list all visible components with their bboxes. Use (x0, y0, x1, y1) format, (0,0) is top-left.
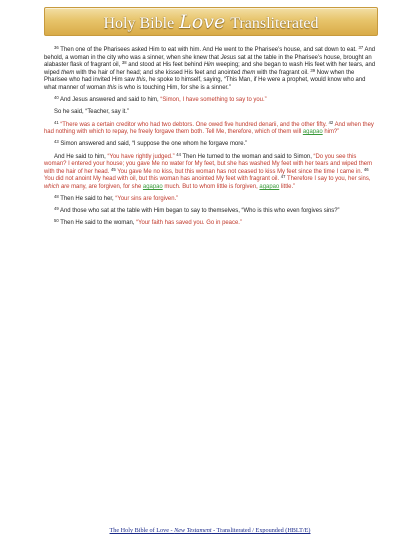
banner-title-transliterated: Transliterated (230, 14, 319, 32)
verse-number-44: 44 (176, 151, 181, 157)
verse-50-words-of-jesus: “Your faith has saved you. Go in peace.” (136, 220, 242, 227)
verse-47-italic: which are (44, 183, 70, 190)
verse-42: And when they had nothing with which to repay, he freely forgave them both. Tell Me, therefore, which of them will (44, 121, 374, 136)
paragraph-43 (44, 141, 378, 149)
verse-38-cont-2: with the hair of her head; and she kissed His feet and anointed (74, 69, 243, 76)
paragraph-43-47 (44, 151, 378, 192)
banner-title-holy-bible: Holy Bible (103, 14, 175, 32)
verse-38-italic-3: them (242, 69, 256, 76)
paragraph-48 (44, 196, 378, 204)
verse-38-italic-2: them (61, 69, 75, 76)
verse-38-cont-1: weeping; and she began to wash His feet with her tears, and wiped (44, 62, 376, 76)
page-footer (0, 527, 420, 534)
verse-number-36: 36 (54, 45, 59, 51)
paragraph-40 (44, 97, 378, 105)
verse-39: Now when the Pharisee who had invited Him saw (44, 69, 355, 84)
verse-number-48: 48 (54, 194, 59, 200)
greek-word-agapao: agapao (302, 129, 323, 136)
verse-36: Then one of the Pharisees asked Him to eat with him. And He went to the Pharisee’s house, and sat down to eat. (60, 47, 357, 53)
verse-48-words-of-jesus: “Your sins are forgiven.” (115, 196, 179, 203)
verse-39-italic-1: this (136, 77, 146, 84)
verse-49: And those who sat at the table with Him began to say to themselves, “Who is this who even forgives sins?” (60, 208, 340, 215)
verse-44: Then He turned to the woman and said to Simon, (182, 153, 314, 160)
verse-number-50: 50 (54, 218, 59, 224)
banner-title-love: Love (179, 10, 226, 33)
verse-43: Simon answered and said, “I suppose the one whom he forgave more.” (60, 141, 248, 148)
verse-47-cont-2: much. But to whom little is forgiven, (162, 183, 260, 190)
verse-number-39: 39 (310, 67, 316, 73)
verse-37-cont: sat at the table in the Pharisee’s house, brought an alabaster flask of fragrant oil, (44, 54, 372, 69)
footer-italic-title: New Testament (174, 527, 212, 534)
greek-word-agapao-3: agapao (259, 183, 280, 190)
verse-43-words-of-jesus: “You have rightly judged.” (107, 153, 175, 160)
verse-number-37: 37 (358, 45, 364, 51)
verse-45: You gave Me no kiss, but this woman has not ceased to kiss My feet since the time I came in. (117, 168, 363, 175)
verse-38: and stood at His feet behind (128, 62, 204, 69)
scripture-text (44, 47, 378, 233)
verse-number-43: 43 (54, 139, 59, 145)
verse-42-end: him?” (322, 129, 340, 136)
verse-47-cont-1: many, are forgiven, for she (69, 183, 143, 190)
verse-39-cont-1: , he spoke to himself, saying, “This Man, if He were a prophet, would know who and what manner of woman (44, 77, 366, 91)
verse-37: And behold, a woman in the city who was a sinner, when she knew that (44, 47, 376, 61)
verse-43-cont: And He said to him, (54, 153, 108, 160)
verse-number-40: 40 (54, 95, 59, 101)
paragraph-40-reply (44, 109, 378, 117)
verse-number-41: 41 (54, 119, 59, 125)
verse-46: You did not anoint My head with oil, but this woman has anointed My feet with fragrant oil. (44, 176, 280, 183)
verse-44-words-of-jesus: “Do you see this woman? I entered your house; you gave Me no water for My feet, but she has washed My feet with her tears and wiped them with the hair of her head. (44, 153, 373, 175)
verse-38-cont-3: with the fragrant oil. (255, 69, 309, 76)
verse-40-reply: So he said, “Teacher, say it.” (54, 109, 129, 116)
footer-suffix: - Transliterated / Expounded (HBLT/E) (211, 527, 311, 534)
verse-47: Therefore I say to you, her sins, (286, 176, 371, 183)
verse-41: “There was a certain creditor who had two debtors. One owed five hundred denarii, and the other fifty. (60, 121, 327, 128)
verse-number-42: 42 (328, 119, 334, 125)
greek-word-agapao-2: agapao (142, 183, 163, 190)
header-banner (44, 7, 378, 36)
paragraph-49 (44, 208, 378, 216)
verse-39-italic-2: this (107, 84, 117, 91)
verse-37-italic: Jesus (220, 54, 237, 61)
paragraph-36-39 (44, 47, 378, 93)
paragraph-50 (44, 220, 378, 228)
verse-number-38: 38 (121, 60, 127, 66)
footer-prefix: The Holy Bible of Love - (109, 527, 175, 534)
verse-50: Then He said to the woman, (60, 220, 137, 227)
verse-38-italic-1: Him (203, 62, 215, 69)
verse-number-46: 46 (363, 166, 369, 172)
verse-number-49: 49 (54, 206, 59, 212)
paragraph-41-42 (44, 119, 378, 137)
verse-40-words-of-jesus: “Simon, I have something to say to you.” (160, 97, 267, 104)
verse-48: Then He said to her, (60, 196, 116, 203)
verse-47-end: little.” (279, 183, 296, 190)
verse-40: And Jesus answered and said to him, (60, 97, 161, 104)
verse-number-47: 47 (280, 174, 286, 180)
verse-39-cont-2: is who is touching Him, for she is a sinner.” (116, 84, 231, 91)
verse-number-45: 45 (111, 166, 116, 172)
